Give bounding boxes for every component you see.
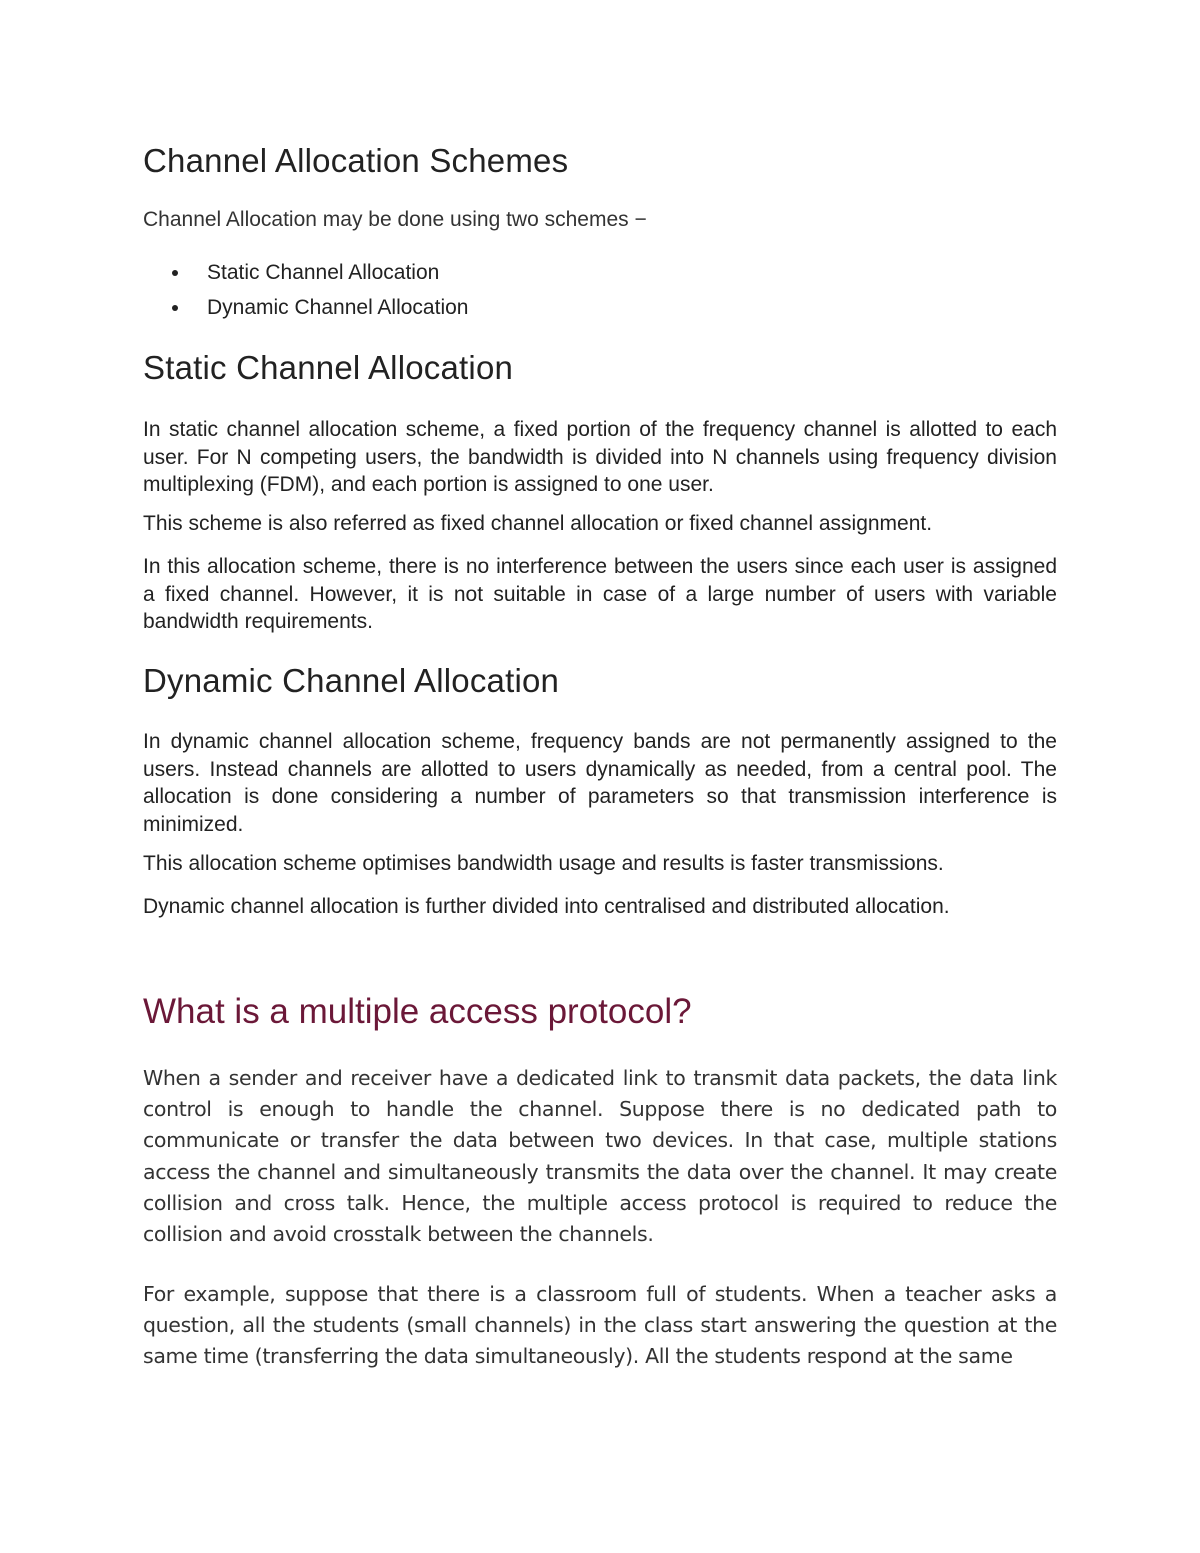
multiple-access-paragraph-2: For example, suppose that there is a classroom full of students. When a teacher asks a question, all the students (small channels) in the class start answering the question at the same time (transferring the data simultaneously). All the students respond at the same — [143, 1282, 1057, 1369]
bullet-icon — [172, 270, 178, 276]
static-paragraph-2: This scheme is also referred as fixed channel allocation or fixed channel assignment. — [143, 512, 933, 535]
static-paragraph-3: In this allocation scheme, there is no interference between the users since each user is assigned a fixed channel. However, it is not suitable in case of a large number of users with variable bandwidth requirements. — [143, 555, 1057, 633]
heading-channel-allocation-schemes: Channel Allocation Schemes — [143, 142, 569, 179]
dynamic-paragraph-2: This allocation scheme optimises bandwidth usage and results is faster transmissions. — [143, 852, 944, 875]
list-item — [143, 293, 468, 328]
list-item — [143, 258, 468, 293]
dynamic-paragraph-3: Dynamic channel allocation is further divided into centralised and distributed allocation. — [143, 895, 950, 918]
bullet-icon — [172, 305, 178, 311]
list-item-text: Dynamic Channel Allocation — [207, 296, 469, 319]
dynamic-paragraph-1: In dynamic channel allocation scheme, frequency bands are not permanently assigned to the users. Instead channels are allotted to users dynamically as needed, from a central pool. The allocation is done considering a number of parameters so that transmission interference is minimized. — [143, 730, 1057, 836]
static-paragraph-1: In static channel allocation scheme, a fixed portion of the frequency channel is allotted to each user. For N competing users, the bandwidth is divided into N channels using frequency division multiplexing (FDM), and each portion is assigned to one user. — [143, 418, 1057, 496]
intro-text: Channel Allocation may be done using two schemes − — [143, 208, 647, 231]
scheme-list — [143, 258, 468, 328]
heading-multiple-access-protocol: What is a multiple access protocol? — [143, 992, 692, 1031]
heading-dynamic-channel-allocation: Dynamic Channel Allocation — [143, 662, 560, 699]
multiple-access-paragraph-1: When a sender and receiver have a dedicated link to transmit data packets, the data link control is enough to handle the channel. Suppose there is no dedicated path to communicate or transfer the data between two devices. In that case, multiple stations access the channel and simultaneously transmits the data over the channel. It may create collision and cross talk. Hence, the multiple access protocol is required to reduce the collision and avoid crosstalk between the channels. — [143, 1066, 1057, 1247]
heading-static-channel-allocation: Static Channel Allocation — [143, 349, 514, 386]
list-item-text: Static Channel Allocation — [207, 261, 440, 284]
